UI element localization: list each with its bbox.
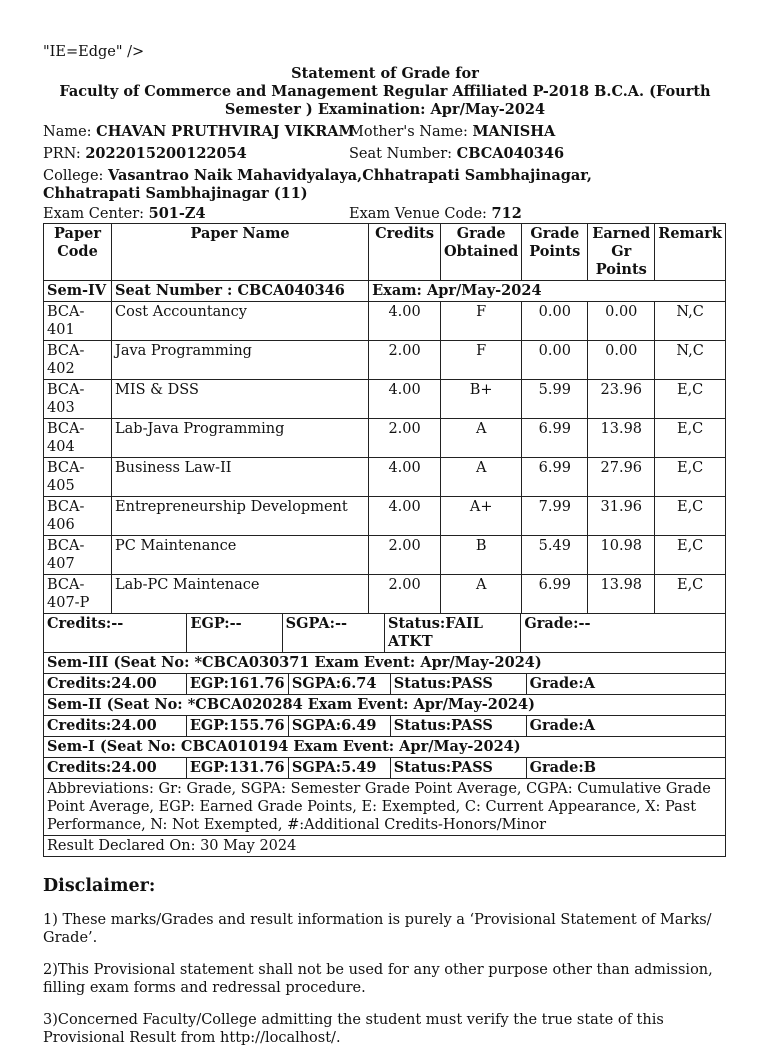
exam-center-value: 501-Z4 (148, 205, 206, 222)
paper-name: MIS & DSS (112, 380, 369, 419)
semester-egp: EGP:131.76 (186, 758, 288, 779)
semester-egp: EGP:161.76 (186, 674, 288, 695)
semester-credits: Credits:24.00 (44, 716, 187, 737)
paper-row (44, 575, 726, 614)
disclaimer-item-3: 3)Concerned Faculty/College admitting the student must verify the true state of this Provisional Result from http://localhost/. (43, 1012, 664, 1046)
earned-points: 0.00 (588, 302, 655, 341)
remark: N,C (655, 302, 726, 341)
disclaimer-section (43, 877, 727, 1047)
semester-summary-row (44, 758, 726, 779)
sem4-sgpa: SGPA:-- (282, 614, 384, 653)
college-name-line-1: Vasantrao Naik Mahavidyalaya,Chhatrapati Sambhajinagar, (108, 167, 592, 184)
college-info (43, 167, 727, 203)
earned-points: 0.00 (588, 341, 655, 380)
semester-header-row (44, 653, 726, 674)
paper-code: BCA-405 (44, 458, 112, 497)
grade-obtained: A (441, 575, 522, 614)
paper-row (44, 419, 726, 458)
credits: 4.00 (369, 380, 441, 419)
header-paper-code: Paper Code (44, 224, 112, 281)
sem4-egp: EGP:-- (187, 614, 282, 653)
semester-credits: Credits:24.00 (44, 674, 187, 695)
paper-code: BCA-407-P (44, 575, 112, 614)
statement-title (43, 65, 727, 119)
prn-label: PRN: (43, 146, 81, 162)
sem4-exam: Exam: Apr/May-2024 (369, 281, 726, 302)
header-grade-points: Grade Points (522, 224, 588, 281)
semester-summary-row (44, 716, 726, 737)
paper-name: Lab-PC Maintenace (112, 575, 369, 614)
semester-status: Status:PASS (390, 758, 526, 779)
earned-points: 13.98 (588, 575, 655, 614)
earned-points: 13.98 (588, 419, 655, 458)
paper-code: BCA-406 (44, 497, 112, 536)
grade-obtained: A (441, 419, 522, 458)
credits: 4.00 (369, 458, 441, 497)
semester-status: Status:PASS (390, 674, 526, 695)
earned-points: 23.96 (588, 380, 655, 419)
semester-header: Sem-II (Seat No: *CBCA020284 Exam Event: Apr/May-2024) (44, 695, 726, 716)
semester-egp: EGP:155.76 (186, 716, 288, 737)
venue-code-label: Exam Venue Code: (349, 206, 487, 222)
semester-sgpa: SGPA:5.49 (288, 758, 390, 779)
paper-rows (44, 302, 726, 614)
semester-sgpa: SGPA:6.74 (288, 674, 390, 695)
semester-credits: Credits:24.00 (44, 758, 187, 779)
grade-points: 0.00 (522, 341, 588, 380)
grade-obtained: B (441, 536, 522, 575)
remark: E,C (655, 497, 726, 536)
paper-row (44, 302, 726, 341)
disclaimer-item-1: 1) These marks/Grades and result information is purely a ‘Provisional Statement of Marks/ Grade’. (43, 912, 712, 946)
paper-code: BCA-403 (44, 380, 112, 419)
paper-name: Lab-Java Programming (112, 419, 369, 458)
title-line-2: Faculty of Commerce and Management Regular Affiliated P-2018 B.C.A. (Fourth (59, 83, 711, 100)
abbreviations-text: Abbreviations: Gr: Grade, SGPA: Semester Grade Point Average, CGPA: Cumulative Grade Point Average, EGP: Earned Grade Points, E: Exempted, C: Current Appearance, X: Past Performance, N: Not Exempted, #:Additional Credits-Honors/Minor (44, 779, 726, 836)
paper-name: Entrepreneurship Development (112, 497, 369, 536)
sem4-summary-table (43, 613, 726, 653)
semester-header: Sem-III (Seat No: *CBCA030371 Exam Event: Apr/May-2024) (44, 653, 726, 674)
grade-obtained: F (441, 341, 522, 380)
grade-obtained: B+ (441, 380, 522, 419)
sem4-label: Sem-IV (44, 281, 112, 302)
prn-value: 2022015200122054 (85, 145, 247, 162)
grades-table (43, 223, 726, 614)
paper-name: Business Law-II (112, 458, 369, 497)
header-paper-name: Paper Name (112, 224, 369, 281)
paper-row (44, 380, 726, 419)
credits: 2.00 (369, 419, 441, 458)
credits: 2.00 (369, 575, 441, 614)
sem4-credits: Credits:-- (44, 614, 187, 653)
student-info (43, 123, 727, 223)
grade-points: 0.00 (522, 302, 588, 341)
paper-name: Cost Accountancy (112, 302, 369, 341)
semester-header: Sem-I (Seat No: CBCA010194 Exam Event: Apr/May-2024) (44, 737, 726, 758)
paper-code: BCA-404 (44, 419, 112, 458)
semester-sgpa: SGPA:6.49 (288, 716, 390, 737)
earned-points: 10.98 (588, 536, 655, 575)
grade-points: 5.49 (522, 536, 588, 575)
credits: 2.00 (369, 536, 441, 575)
sem4-header-row (44, 281, 726, 302)
paper-name: PC Maintenance (112, 536, 369, 575)
abbreviations-row (44, 779, 726, 836)
paper-code: BCA-407 (44, 536, 112, 575)
venue-code-value: 712 (491, 205, 522, 222)
paper-row (44, 458, 726, 497)
stray-markup-text: "IE=Edge" /> (43, 44, 145, 60)
grade-obtained: A (441, 458, 522, 497)
semester-grade: Grade:B (526, 758, 725, 779)
grade-points: 6.99 (522, 575, 588, 614)
sem4-summary-row (44, 614, 726, 653)
sem4-seat: Seat Number : CBCA040346 (112, 281, 369, 302)
paper-code: BCA-402 (44, 341, 112, 380)
grade-points: 7.99 (522, 497, 588, 536)
disclaimer-item-2: 2)This Provisional statement shall not be used for any other purpose other than admission, filling exam forms and redressal procedure. (43, 962, 713, 996)
paper-name: Java Programming (112, 341, 369, 380)
paper-row (44, 497, 726, 536)
credits: 2.00 (369, 341, 441, 380)
remark: E,C (655, 536, 726, 575)
student-name: CHAVAN PRUTHVIRAJ VIKRAM (96, 123, 355, 140)
grade-statement (43, 43, 727, 1061)
college-label: College: (43, 168, 104, 184)
semester-grade: Grade:A (526, 716, 725, 737)
semester-status: Status:PASS (390, 716, 526, 737)
sem4-status: Status:FAIL ATKT (384, 614, 520, 653)
remark: N,C (655, 341, 726, 380)
remark: E,C (655, 575, 726, 614)
semester-grade: Grade:A (526, 674, 725, 695)
seat-value: CBCA040346 (456, 145, 565, 162)
credits: 4.00 (369, 497, 441, 536)
sem4-grade: Grade:-- (521, 614, 726, 653)
disclaimer-heading: Disclaimer: (43, 876, 156, 896)
earned-points: 27.96 (588, 458, 655, 497)
semester-summary-row (44, 674, 726, 695)
result-declared-text: Result Declared On: 30 May 2024 (44, 836, 726, 857)
exam-center-label: Exam Center: (43, 206, 145, 222)
name-label: Name: (43, 124, 92, 140)
grade-points: 5.99 (522, 380, 588, 419)
remark: E,C (655, 380, 726, 419)
grade-points: 6.99 (522, 458, 588, 497)
semester-header-row (44, 695, 726, 716)
header-grade-obtained: Grade Obtained (441, 224, 522, 281)
grade-points: 6.99 (522, 419, 588, 458)
earned-points: 31.96 (588, 497, 655, 536)
grade-obtained: F (441, 302, 522, 341)
header-credits: Credits (369, 224, 441, 281)
title-line-3: Semester ) Examination: Apr/May-2024 (224, 101, 546, 118)
title-line-1: Statement of Grade for (291, 65, 479, 82)
credits: 4.00 (369, 302, 441, 341)
remark: E,C (655, 458, 726, 497)
grade-obtained: A+ (441, 497, 522, 536)
seat-label: Seat Number: (349, 146, 453, 162)
grades-header-row (44, 224, 726, 281)
header-remark: Remark (655, 224, 726, 281)
header-earned-points: Earned Gr Points (588, 224, 655, 281)
paper-code: BCA-401 (44, 302, 112, 341)
result-declared-row (44, 836, 726, 857)
mother-name: MANISHA (472, 123, 556, 140)
semester-header-row (44, 737, 726, 758)
college-name-line-2: Chhatrapati Sambhajinagar (11) (43, 185, 308, 202)
paper-row (44, 536, 726, 575)
mother-label: Mother's Name: (349, 124, 468, 140)
remark: E,C (655, 419, 726, 458)
paper-row (44, 341, 726, 380)
previous-semesters-table (43, 652, 726, 857)
